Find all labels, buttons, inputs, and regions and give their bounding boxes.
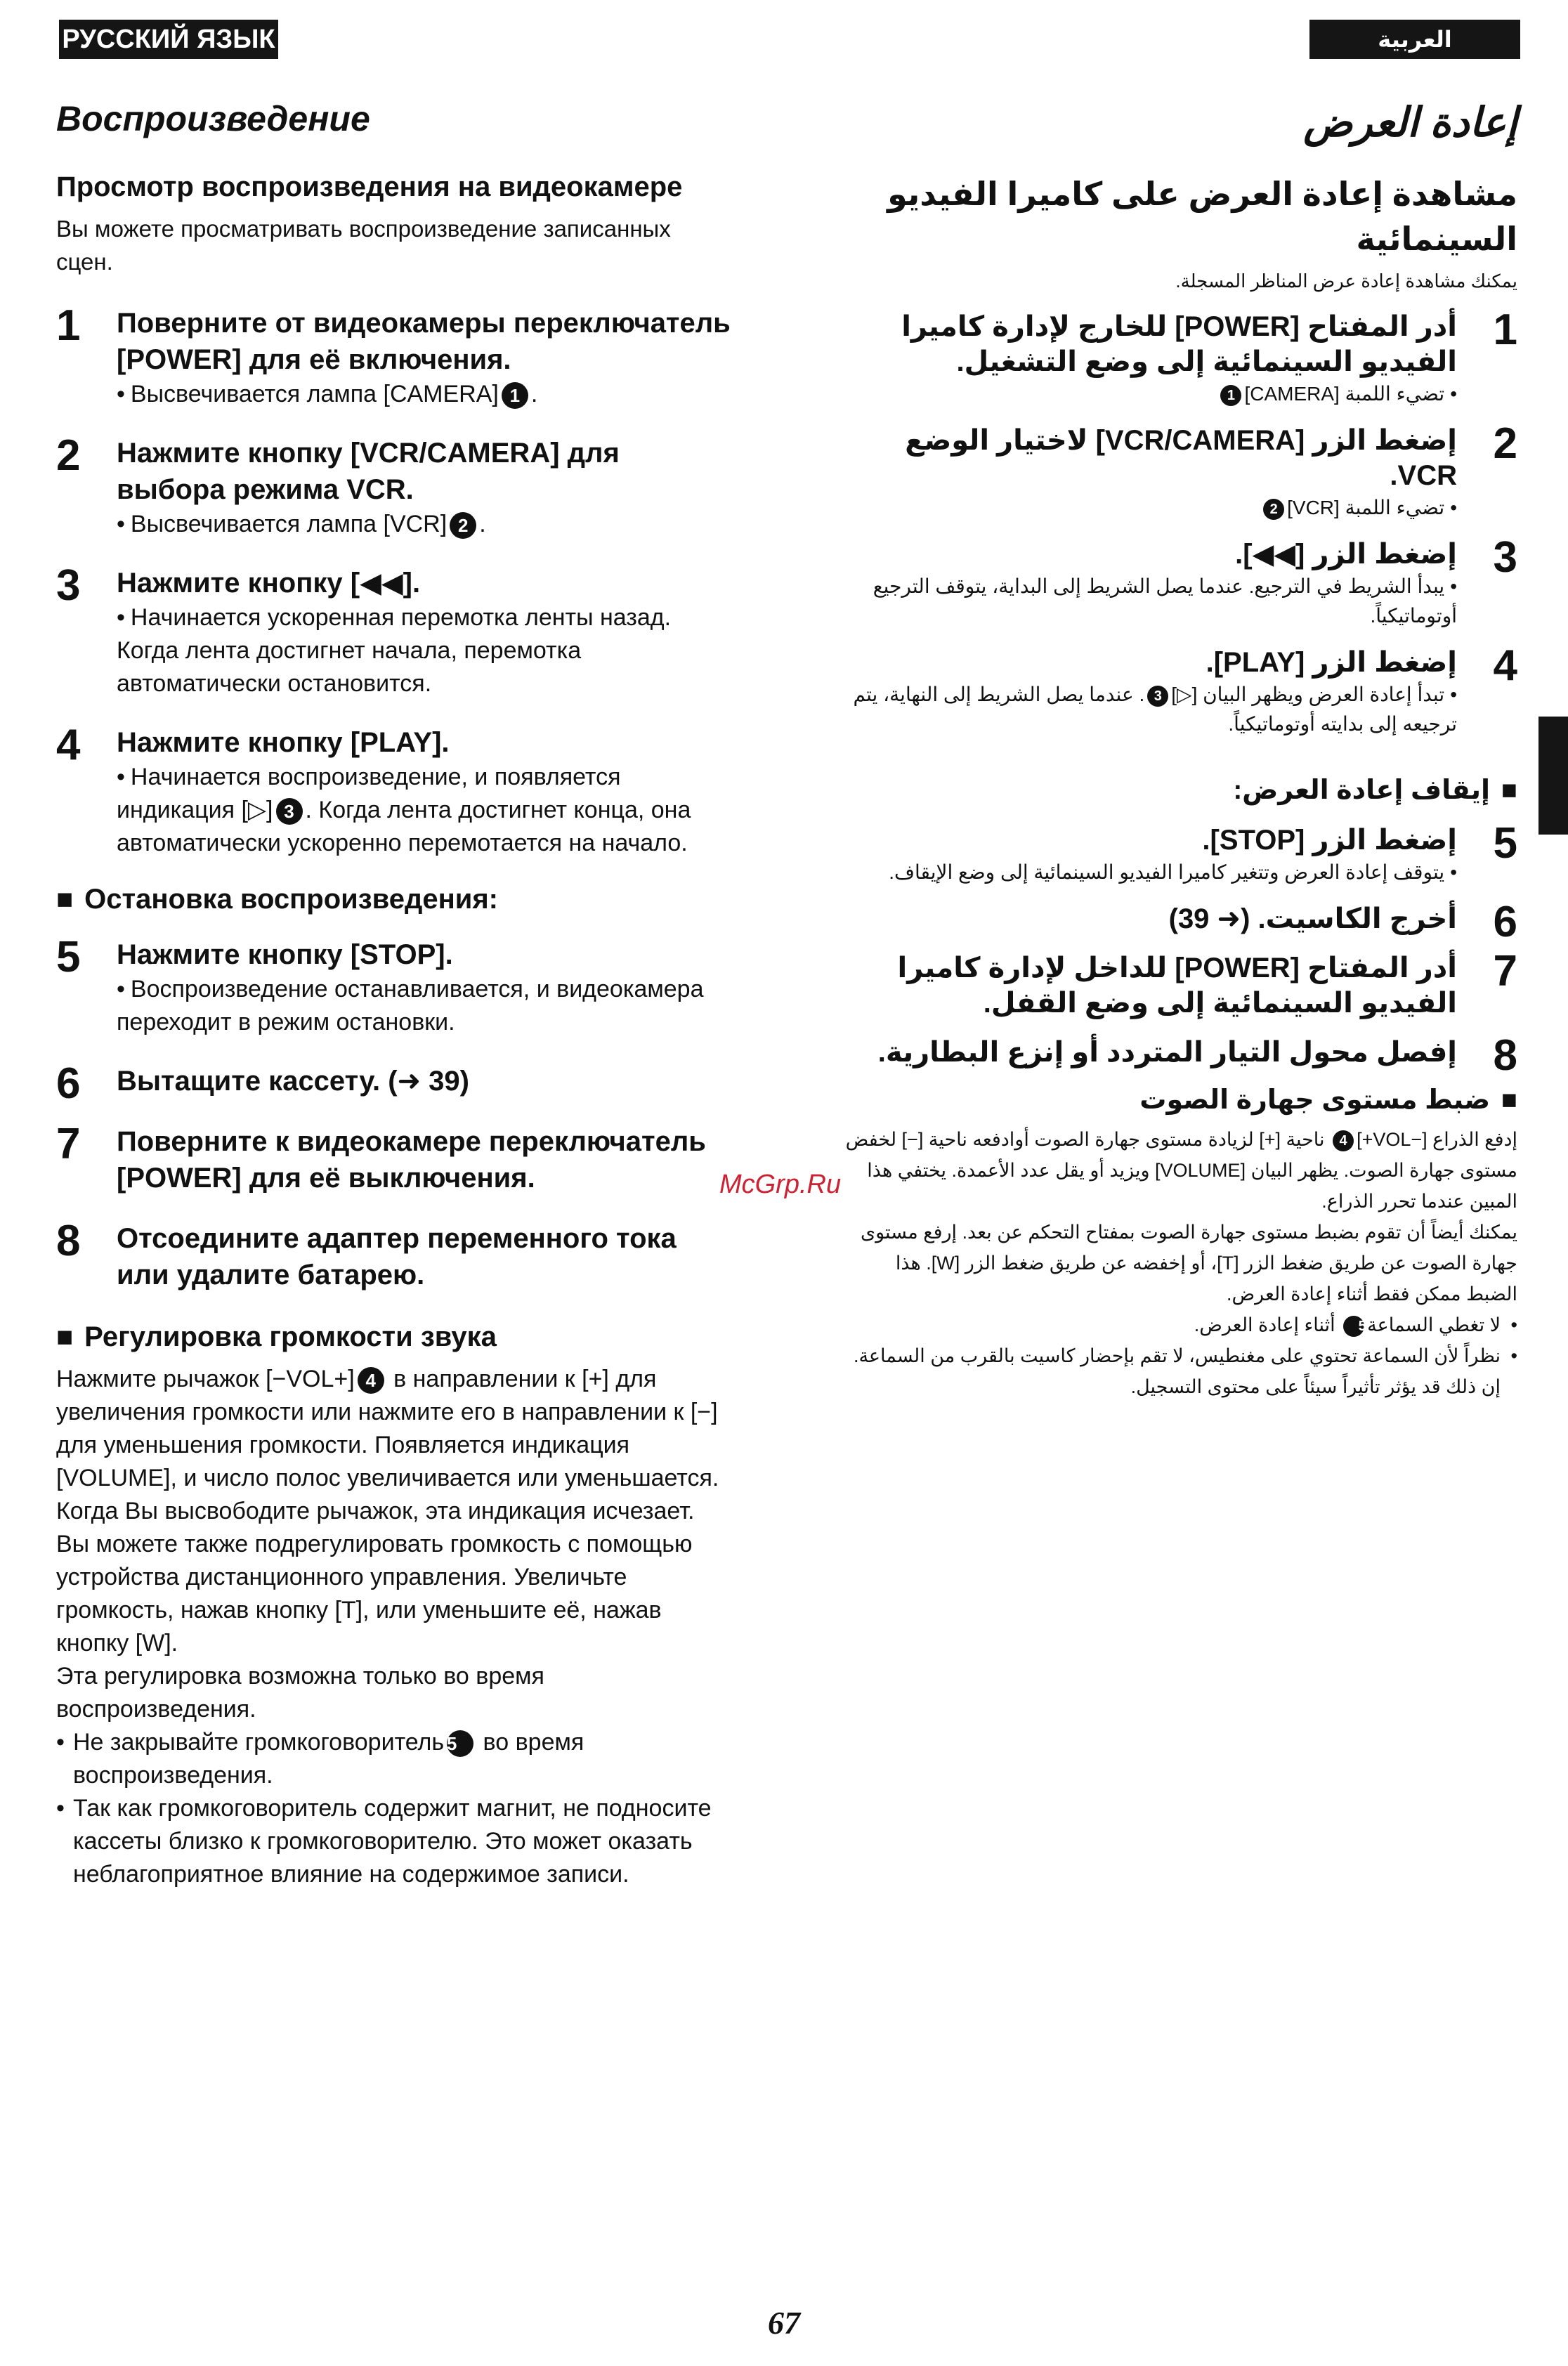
bullet-item: • Так как громкоговоритель содержит магнит, не подносите кассеты близко к громкоговорителю. Это может оказать неблагоприятное влияние на содержимое записи.	[56, 1792, 731, 1891]
step-5	[843, 819, 1517, 887]
step-text: إضغط الزر [VCR/CAMERA] لاختيار الوضع VCR.	[905, 425, 1457, 491]
bullet-text: لا تغطي السماعة	[1367, 1314, 1501, 1335]
step-text: إضغط الزر [PLAY].	[1206, 647, 1457, 678]
note-text: تبدأ إعادة العرض ويظهر البيان [▷]	[1171, 684, 1445, 705]
step-number: 6	[1493, 898, 1517, 946]
step-note: • Начинается ускоренная перемотка ленты назад. Когда лента достигнет начала, перемотка автоматически остановится.	[117, 601, 731, 700]
note-text: Начинается воспроизведение, и появляется индикация [▷]	[117, 764, 621, 823]
step-note	[117, 761, 731, 860]
paragraph-text-end: ناحية [+] لزيادة مستوى جهارة الصوت أوادفعه ناحية [−] لخفض مستوى جهارة الصوت. يظهر البيان [VOLUME] ويزيد أو يقل عدد الأعمدة. يختفي هذا المبين عندما تحرر الذراع.	[845, 1129, 1517, 1212]
step-text: Поверните к видеокамере переключатель [POWER] для её выключения.	[117, 1126, 706, 1194]
step-6	[843, 898, 1517, 946]
note-text: تضيء اللمبة [VCR]	[1287, 497, 1445, 518]
paragraph-text-end: в направлении к [+] для увеличения громкости или нажмите его в направлении к [−] для уменьшения громкости. Появляется индикация [VOLUME], и число полос увеличивается или уменьшается. Когда Вы высвободите рычажок, эта индикация исчезает.	[56, 1366, 719, 1524]
step-7	[56, 1120, 731, 1196]
callout-number-icon: 5	[1343, 1316, 1364, 1337]
step-number: 8	[1493, 1031, 1517, 1080]
callout-number-icon: 3	[1147, 686, 1168, 707]
step-number: 2	[1493, 419, 1517, 468]
bullet-text-end: أثناء إعادة العرض.	[1194, 1314, 1341, 1335]
bullet-item	[843, 1309, 1517, 1340]
step-8	[56, 1217, 731, 1293]
step-note	[843, 379, 1457, 409]
intro-text: يمكنك مشاهدة إعادة عرض المناظر المسجلة.	[1175, 270, 1517, 292]
language-tab-russian: РУССКИЙ ЯЗЫК	[59, 20, 278, 59]
step-text: أدر المفتاح [POWER] للداخل لإدارة كاميرا الفيديو السينمائية إلى وضع القفل.	[897, 953, 1457, 1019]
volume-paragraph-2: يمكنك أيضاً أن تقوم بضبط مستوى جهارة الصوت بمفتاح التحكم عن بعد. إرفع مستوى جهارة الصوت عن طريق ضغط الزر [T]، أو إخفضه عن طريق ضغط الزر [W]. هذا الضبط ممكن فقط أثناء إعادة العرض.	[860, 1222, 1517, 1305]
step-number: 7	[1493, 947, 1517, 995]
callout-number-icon: 4	[1333, 1130, 1354, 1151]
volume-section-heading: ■ Регулировка громкости звука	[56, 1321, 731, 1353]
step-number: 4	[1493, 641, 1517, 690]
paragraph-text: إدفع الذراع [−VOL+]	[1357, 1129, 1517, 1150]
step-text: أخرج الكاسيت. (➜ 39)	[1168, 903, 1457, 934]
step-note	[117, 508, 731, 541]
step-8	[843, 1031, 1517, 1080]
step-text: إفصل محول التيار المتردد أو إنزع البطارية.	[877, 1037, 1457, 1068]
section-title: Воспроизведение	[56, 99, 370, 138]
language-tab-arabic: العربية	[1309, 20, 1520, 59]
intro-text: Вы можете просматривать воспроизведение записанных сцен.	[56, 216, 671, 275]
callout-number-icon: 1	[502, 382, 528, 409]
step-text: Вытащите кассету. (➜ 39)	[117, 1066, 469, 1097]
note-text-end: . عندما يصل الشريط إلى النهاية، يتم ترجيعه إلى بدايته أوتوماتيكياً.	[853, 684, 1457, 735]
step-number: 3	[56, 561, 81, 610]
page-number: 67	[768, 2305, 800, 2341]
step-text: Нажмите кнопку [PLAY].	[117, 727, 450, 758]
step-text: إضغط الزر [◀◀].	[1235, 539, 1457, 570]
step-number: 5	[1493, 819, 1517, 868]
bullet-text-end: во время воспроизведения.	[73, 1729, 584, 1789]
step-3	[56, 561, 731, 700]
step-number: 2	[56, 431, 81, 480]
step-note	[843, 493, 1457, 523]
volume-paragraph-2: Вы можете также подрегулировать громкость с помощью устройства дистанционного управления. Увеличьте громкость, нажав кнопку [T], или уменьшите её, нажав кнопку [W].	[56, 1531, 693, 1656]
watermark: McGrp.Ru	[719, 1170, 842, 1199]
volume-paragraph-1	[56, 1363, 731, 1528]
callout-number-icon: 2	[450, 512, 476, 539]
callout-number-icon: 1	[1220, 385, 1241, 406]
note-text: Высвечивается лампа [VCR]	[130, 511, 447, 537]
step-text: Нажмите кнопку [◀◀].	[117, 568, 421, 599]
note-text-end: .	[479, 511, 486, 537]
step-number: 1	[56, 301, 81, 350]
step-number: 7	[56, 1120, 81, 1168]
step-number: 4	[56, 721, 81, 769]
bullet-item: • نظراً لأن السماعة تحتوي على مغنطيس، لا تقم بإحضار كاسيت بالقرب من السماعة. إن ذلك قد يؤثر تأثيراً سيئاً على محتوى التسجيل.	[843, 1340, 1517, 1402]
subsection-title: مشاهدة إعادة العرض على كاميرا الفيديو السينمائية	[887, 176, 1517, 257]
paragraph-text: Нажмите рычажок [−VOL+]	[56, 1366, 355, 1392]
note-text-end: .	[530, 381, 538, 407]
step-text: أدر المفتاح [POWER] للخارج لإدارة كاميرا الفيديو السينمائية إلى وضع التشغيل.	[901, 311, 1457, 377]
step-4	[56, 721, 731, 860]
stop-section-heading: ■ إيقاف إعادة العرض:	[843, 774, 1517, 806]
volume-paragraph-1	[843, 1124, 1517, 1217]
subsection-title: Просмотр воспроизведения на видеокамере	[56, 171, 683, 202]
callout-number-icon: 4	[358, 1367, 384, 1394]
step-2	[843, 419, 1517, 523]
bullet-text: Не закрывайте громкоговоритель	[73, 1729, 445, 1756]
step-number: 1	[1493, 306, 1517, 354]
step-note	[843, 680, 1457, 739]
step-3	[843, 533, 1517, 631]
step-1	[56, 301, 731, 411]
volume-paragraph-3: Эта регулировка возможна только во время воспроизведения.	[56, 1663, 544, 1723]
chapter-side-marker	[1538, 717, 1568, 835]
stop-section-heading: ■ Остановка воспроизведения:	[56, 884, 731, 915]
step-number: 8	[56, 1217, 81, 1265]
section-title: إعادة العرض	[1303, 100, 1517, 145]
callout-number-icon: 2	[1263, 499, 1284, 520]
step-number: 6	[56, 1059, 81, 1108]
step-text: إضغط الزر [STOP].	[1202, 825, 1457, 856]
note-text: Высвечивается лампа [CAMERA]	[130, 381, 499, 407]
step-number: 3	[1493, 533, 1517, 582]
step-number: 5	[56, 933, 81, 981]
step-6	[56, 1059, 731, 1108]
step-note	[117, 378, 731, 411]
step-text: Поверните от видеокамеры переключатель [POWER] для её включения.	[117, 308, 731, 375]
step-text: Отсоедините адаптер переменного тока или удалите батарею.	[117, 1223, 677, 1290]
note-text-end: . Когда лента достигнет конца, она автоматически ускоренно перемотается на начало.	[117, 797, 691, 856]
note-text: تضيء اللمبة [CAMERA]	[1244, 383, 1445, 405]
step-text: Нажмите кнопку [VCR/CAMERA] для выбора режима VCR.	[117, 438, 620, 505]
callout-number-icon: 3	[276, 798, 303, 825]
step-note: • Воспроизведение останавливается, и видеокамера переходит в режим остановки.	[117, 973, 731, 1039]
step-text: Нажмите кнопку [STOP].	[117, 939, 453, 970]
volume-section-heading: ■ ضبط مستوى جهارة الصوت	[843, 1084, 1517, 1116]
step-2	[56, 431, 731, 541]
step-5	[56, 933, 731, 1039]
step-1	[843, 306, 1517, 409]
step-7	[843, 947, 1517, 1021]
russian-column	[56, 91, 731, 1891]
step-4	[843, 641, 1517, 739]
arabic-column	[843, 91, 1517, 1402]
step-note: • يبدأ الشريط في الترجيع. عندما يصل الشريط إلى البداية، يتوقف الترجيع أوتوماتيكياً.	[843, 572, 1457, 631]
bullet-item	[56, 1726, 731, 1792]
step-note: • يتوقف إعادة العرض وتتغير كاميرا الفيديو السينمائية إلى وضع الإيقاف.	[843, 858, 1457, 887]
callout-number-icon: 5	[447, 1730, 473, 1757]
